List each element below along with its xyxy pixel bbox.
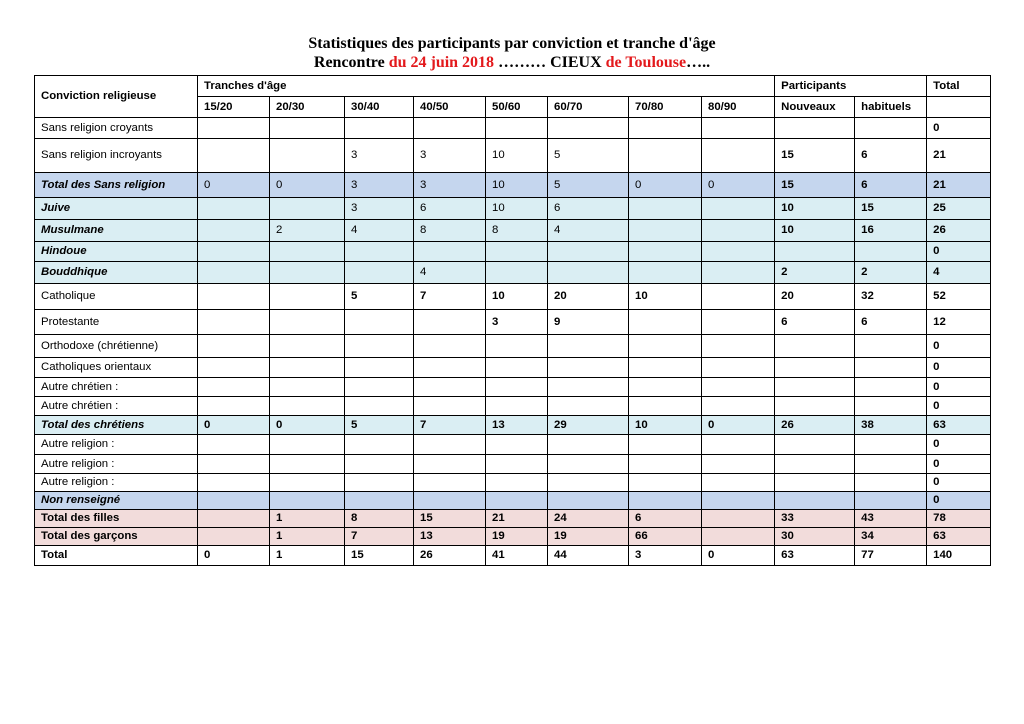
header-age-group: 30/40 bbox=[345, 97, 414, 118]
table-row bbox=[35, 435, 991, 455]
table-cell: 3 bbox=[345, 173, 414, 198]
table-cell bbox=[629, 474, 702, 492]
table-cell bbox=[270, 335, 345, 358]
table-cell: 34 bbox=[855, 528, 927, 546]
table-cell bbox=[414, 474, 486, 492]
table-cell: 44 bbox=[548, 546, 629, 566]
table-cell bbox=[414, 310, 486, 335]
table-row bbox=[35, 139, 991, 173]
table-cell: 0 bbox=[270, 416, 345, 435]
table-cell bbox=[414, 378, 486, 397]
table-row bbox=[35, 455, 991, 474]
table-cell bbox=[198, 220, 270, 242]
table-cell bbox=[345, 310, 414, 335]
row-label: Autre religion : bbox=[35, 455, 198, 474]
table-cell: 19 bbox=[548, 528, 629, 546]
header-row-1 bbox=[35, 76, 991, 97]
table-cell: 0 bbox=[702, 416, 775, 435]
header-conviction: Conviction religieuse bbox=[35, 76, 198, 118]
table-cell bbox=[414, 358, 486, 378]
table-cell bbox=[702, 528, 775, 546]
table-cell: 0 bbox=[927, 242, 991, 262]
row-label: Total des Sans religion bbox=[35, 173, 198, 198]
table-cell bbox=[702, 358, 775, 378]
table-cell bbox=[855, 474, 927, 492]
table-cell: 10 bbox=[775, 220, 855, 242]
table-cell: 16 bbox=[855, 220, 927, 242]
table-cell bbox=[198, 358, 270, 378]
table-cell bbox=[270, 198, 345, 220]
table-cell bbox=[345, 242, 414, 262]
table-cell bbox=[414, 492, 486, 510]
table-cell bbox=[775, 435, 855, 455]
table-cell bbox=[486, 455, 548, 474]
title-prefix: Rencontre bbox=[313, 54, 389, 71]
header-age-group: 15/20 bbox=[198, 97, 270, 118]
table-cell: 32 bbox=[855, 284, 927, 310]
table-cell: 1 bbox=[270, 546, 345, 566]
table-cell: 0 bbox=[927, 474, 991, 492]
table-cell bbox=[548, 358, 629, 378]
row-label: Catholiques orientaux bbox=[35, 358, 198, 378]
table-cell: 0 bbox=[198, 416, 270, 435]
table-cell bbox=[548, 455, 629, 474]
table-row bbox=[35, 220, 991, 242]
table-cell bbox=[486, 474, 548, 492]
table-cell bbox=[855, 242, 927, 262]
table-cell: 0 bbox=[927, 118, 991, 139]
table-cell bbox=[486, 118, 548, 139]
table-cell: 10 bbox=[629, 416, 702, 435]
table-cell bbox=[345, 455, 414, 474]
table-cell: 2 bbox=[855, 262, 927, 284]
table-cell: 6 bbox=[855, 310, 927, 335]
table-cell: 9 bbox=[548, 310, 629, 335]
table-cell bbox=[629, 139, 702, 173]
table-cell bbox=[855, 378, 927, 397]
table-cell: 26 bbox=[927, 220, 991, 242]
table-cell bbox=[270, 358, 345, 378]
table-cell bbox=[198, 262, 270, 284]
table-cell: 13 bbox=[486, 416, 548, 435]
table-cell bbox=[486, 397, 548, 416]
table-cell: 6 bbox=[548, 198, 629, 220]
table-cell bbox=[702, 378, 775, 397]
table-cell bbox=[702, 474, 775, 492]
table-cell: 6 bbox=[414, 198, 486, 220]
table-cell: 140 bbox=[927, 546, 991, 566]
row-label: Orthodoxe (chrétienne) bbox=[35, 335, 198, 358]
table-row bbox=[35, 546, 991, 566]
table-row bbox=[35, 378, 991, 397]
table-cell bbox=[702, 510, 775, 528]
table-cell: 10 bbox=[486, 139, 548, 173]
row-label: Non renseigné bbox=[35, 492, 198, 510]
table-cell: 6 bbox=[629, 510, 702, 528]
table-cell bbox=[345, 378, 414, 397]
table-cell: 0 bbox=[927, 492, 991, 510]
row-label: Juive bbox=[35, 198, 198, 220]
table-cell: 5 bbox=[548, 173, 629, 198]
table-cell: 5 bbox=[345, 284, 414, 310]
table-cell bbox=[198, 139, 270, 173]
table-cell bbox=[198, 455, 270, 474]
table-row bbox=[35, 284, 991, 310]
table-cell: 26 bbox=[775, 416, 855, 435]
table-cell: 15 bbox=[414, 510, 486, 528]
table-cell: 63 bbox=[927, 416, 991, 435]
table-cell bbox=[414, 435, 486, 455]
table-cell bbox=[629, 198, 702, 220]
table-cell bbox=[548, 262, 629, 284]
table-cell: 21 bbox=[486, 510, 548, 528]
table-cell bbox=[702, 335, 775, 358]
table-cell: 0 bbox=[927, 455, 991, 474]
table-cell: 4 bbox=[345, 220, 414, 242]
title-line-2 bbox=[0, 53, 1024, 72]
header-tranches: Tranches d'âge bbox=[198, 76, 775, 97]
table-row bbox=[35, 310, 991, 335]
table-cell: 7 bbox=[414, 284, 486, 310]
table-cell: 0 bbox=[198, 546, 270, 566]
table-cell: 2 bbox=[775, 262, 855, 284]
table-cell bbox=[270, 284, 345, 310]
table-cell bbox=[702, 455, 775, 474]
table-cell bbox=[270, 455, 345, 474]
table-cell: 4 bbox=[548, 220, 629, 242]
table-cell bbox=[414, 455, 486, 474]
table-cell bbox=[702, 118, 775, 139]
table-cell bbox=[198, 242, 270, 262]
table-cell bbox=[855, 358, 927, 378]
table-cell bbox=[345, 358, 414, 378]
table-cell bbox=[702, 242, 775, 262]
table-cell bbox=[629, 358, 702, 378]
table-cell bbox=[775, 474, 855, 492]
row-label: Total des filles bbox=[35, 510, 198, 528]
table-cell bbox=[198, 510, 270, 528]
table-cell: 15 bbox=[345, 546, 414, 566]
table-cell bbox=[345, 262, 414, 284]
table-cell: 15 bbox=[775, 139, 855, 173]
table-cell bbox=[548, 378, 629, 397]
table-cell bbox=[629, 242, 702, 262]
table-cell bbox=[198, 198, 270, 220]
table-cell bbox=[486, 242, 548, 262]
statistics-table bbox=[34, 75, 991, 566]
row-label: Musulmane bbox=[35, 220, 198, 242]
table-row bbox=[35, 416, 991, 435]
header-age-group: 70/80 bbox=[629, 97, 702, 118]
table-cell: 21 bbox=[927, 139, 991, 173]
row-label: Autre religion : bbox=[35, 474, 198, 492]
table-cell: 3 bbox=[486, 310, 548, 335]
document-title bbox=[0, 34, 1024, 72]
table-cell bbox=[414, 397, 486, 416]
table-cell bbox=[486, 378, 548, 397]
table-cell bbox=[548, 492, 629, 510]
table-cell: 1 bbox=[270, 510, 345, 528]
table-cell: 4 bbox=[927, 262, 991, 284]
title-middle: ……… CIEUX bbox=[494, 54, 606, 71]
table-cell bbox=[270, 492, 345, 510]
table-cell bbox=[702, 284, 775, 310]
table-row bbox=[35, 358, 991, 378]
table-cell: 4 bbox=[414, 262, 486, 284]
table-cell bbox=[702, 397, 775, 416]
header-age-group: 20/30 bbox=[270, 97, 345, 118]
table-cell bbox=[775, 397, 855, 416]
table-cell bbox=[775, 358, 855, 378]
table-cell: 33 bbox=[775, 510, 855, 528]
table-cell bbox=[486, 435, 548, 455]
table-cell bbox=[198, 435, 270, 455]
table-cell bbox=[548, 335, 629, 358]
table-cell bbox=[198, 118, 270, 139]
table-cell bbox=[270, 378, 345, 397]
table-cell bbox=[345, 492, 414, 510]
table-cell bbox=[855, 335, 927, 358]
table-cell bbox=[414, 335, 486, 358]
row-label: Total des garçons bbox=[35, 528, 198, 546]
table-cell bbox=[629, 335, 702, 358]
table-cell bbox=[548, 435, 629, 455]
table-cell bbox=[548, 118, 629, 139]
table-cell: 8 bbox=[345, 510, 414, 528]
table-cell bbox=[629, 118, 702, 139]
table-cell bbox=[702, 139, 775, 173]
table-row bbox=[35, 397, 991, 416]
table-cell bbox=[702, 198, 775, 220]
table-cell: 3 bbox=[345, 139, 414, 173]
table-cell: 13 bbox=[414, 528, 486, 546]
row-label: Sans religion incroyants bbox=[35, 139, 198, 173]
header-nouveaux: Nouveaux bbox=[775, 97, 855, 118]
table-cell bbox=[702, 435, 775, 455]
table-cell bbox=[198, 284, 270, 310]
table-cell bbox=[855, 118, 927, 139]
table-cell bbox=[629, 310, 702, 335]
table-cell: 7 bbox=[345, 528, 414, 546]
table-cell bbox=[198, 492, 270, 510]
table-cell: 3 bbox=[414, 139, 486, 173]
table-cell: 7 bbox=[414, 416, 486, 435]
table-cell: 77 bbox=[855, 546, 927, 566]
table-cell: 66 bbox=[629, 528, 702, 546]
table-cell: 6 bbox=[775, 310, 855, 335]
table-cell bbox=[414, 242, 486, 262]
table-cell bbox=[629, 397, 702, 416]
table-row bbox=[35, 335, 991, 358]
table-cell: 43 bbox=[855, 510, 927, 528]
table-cell: 15 bbox=[775, 173, 855, 198]
table-cell: 12 bbox=[927, 310, 991, 335]
table-cell: 20 bbox=[548, 284, 629, 310]
table-cell: 3 bbox=[414, 173, 486, 198]
table-cell bbox=[345, 397, 414, 416]
table-cell: 63 bbox=[927, 528, 991, 546]
title-suffix: ….. bbox=[686, 54, 711, 71]
table-row bbox=[35, 198, 991, 220]
table-cell: 10 bbox=[775, 198, 855, 220]
table-cell: 52 bbox=[927, 284, 991, 310]
table-cell bbox=[486, 492, 548, 510]
table-cell: 0 bbox=[927, 397, 991, 416]
table-cell bbox=[775, 492, 855, 510]
table-cell: 0 bbox=[702, 546, 775, 566]
row-label: Catholique bbox=[35, 284, 198, 310]
table-cell: 10 bbox=[486, 198, 548, 220]
table-cell: 6 bbox=[855, 139, 927, 173]
table-cell bbox=[198, 528, 270, 546]
header-age-group: 40/50 bbox=[414, 97, 486, 118]
table-cell: 5 bbox=[345, 416, 414, 435]
table-cell: 8 bbox=[486, 220, 548, 242]
table-row bbox=[35, 528, 991, 546]
table-cell: 78 bbox=[927, 510, 991, 528]
table-cell bbox=[855, 435, 927, 455]
table-cell: 0 bbox=[629, 173, 702, 198]
table-cell bbox=[345, 435, 414, 455]
table-cell bbox=[775, 378, 855, 397]
table-cell bbox=[270, 262, 345, 284]
table-cell bbox=[486, 335, 548, 358]
title-place: de Toulouse bbox=[605, 54, 687, 71]
table-cell: 0 bbox=[198, 173, 270, 198]
table-cell bbox=[270, 118, 345, 139]
table-cell bbox=[702, 492, 775, 510]
table-cell bbox=[855, 397, 927, 416]
table-cell bbox=[486, 262, 548, 284]
table-cell bbox=[270, 139, 345, 173]
header-total-empty bbox=[927, 97, 991, 118]
table-cell: 2 bbox=[270, 220, 345, 242]
table-cell bbox=[629, 220, 702, 242]
row-label: Autre religion : bbox=[35, 435, 198, 455]
row-label: Autre chrétien : bbox=[35, 397, 198, 416]
table-cell: 20 bbox=[775, 284, 855, 310]
table-row bbox=[35, 492, 991, 510]
table-cell bbox=[414, 118, 486, 139]
table-cell: 29 bbox=[548, 416, 629, 435]
table-cell bbox=[855, 455, 927, 474]
table-cell bbox=[629, 435, 702, 455]
header-age-group: 60/70 bbox=[548, 97, 629, 118]
table-cell: 1 bbox=[270, 528, 345, 546]
table-cell bbox=[775, 455, 855, 474]
table-cell: 30 bbox=[775, 528, 855, 546]
table-cell: 0 bbox=[927, 378, 991, 397]
table-row bbox=[35, 510, 991, 528]
row-label: Total des chrétiens bbox=[35, 416, 198, 435]
table-cell bbox=[270, 435, 345, 455]
table-cell bbox=[486, 358, 548, 378]
table-cell: 10 bbox=[629, 284, 702, 310]
table-row bbox=[35, 242, 991, 262]
table-cell bbox=[702, 310, 775, 335]
table-cell bbox=[345, 118, 414, 139]
table-cell: 0 bbox=[702, 173, 775, 198]
table-cell: 10 bbox=[486, 284, 548, 310]
table-cell: 0 bbox=[927, 435, 991, 455]
row-label: Total bbox=[35, 546, 198, 566]
table-cell bbox=[629, 455, 702, 474]
table-cell: 6 bbox=[855, 173, 927, 198]
table-row bbox=[35, 262, 991, 284]
table-cell bbox=[775, 335, 855, 358]
table-cell: 21 bbox=[927, 173, 991, 198]
table-cell bbox=[198, 335, 270, 358]
table-cell bbox=[629, 378, 702, 397]
table-cell: 8 bbox=[414, 220, 486, 242]
table-cell: 0 bbox=[927, 335, 991, 358]
table-cell: 19 bbox=[486, 528, 548, 546]
table-cell: 3 bbox=[345, 198, 414, 220]
table-cell bbox=[345, 335, 414, 358]
table-cell bbox=[855, 492, 927, 510]
table-cell bbox=[775, 118, 855, 139]
table-cell bbox=[629, 262, 702, 284]
table-cell: 15 bbox=[855, 198, 927, 220]
table-cell bbox=[270, 242, 345, 262]
title-date: du 24 juin 2018 bbox=[388, 54, 495, 71]
table-cell bbox=[270, 310, 345, 335]
table-cell bbox=[775, 242, 855, 262]
row-label: Sans religion croyants bbox=[35, 118, 198, 139]
table-cell: 3 bbox=[629, 546, 702, 566]
table-cell: 25 bbox=[927, 198, 991, 220]
row-label: Hindoue bbox=[35, 242, 198, 262]
table-cell bbox=[548, 474, 629, 492]
table-cell bbox=[345, 474, 414, 492]
row-label: Protestante bbox=[35, 310, 198, 335]
table-cell: 0 bbox=[927, 358, 991, 378]
row-label: Autre chrétien : bbox=[35, 378, 198, 397]
table-cell bbox=[198, 378, 270, 397]
table-cell bbox=[548, 242, 629, 262]
table-cell bbox=[198, 474, 270, 492]
title-line-1: Statistiques des participants par conviction et tranche d'âge bbox=[308, 35, 716, 52]
row-label: Bouddhique bbox=[35, 262, 198, 284]
table-cell: 63 bbox=[775, 546, 855, 566]
header-age-group: 50/60 bbox=[486, 97, 548, 118]
table-row bbox=[35, 118, 991, 139]
table-cell: 0 bbox=[270, 173, 345, 198]
header-habituels: habituels bbox=[855, 97, 927, 118]
table-cell: 26 bbox=[414, 546, 486, 566]
table-cell bbox=[198, 397, 270, 416]
table-cell bbox=[548, 397, 629, 416]
table-cell: 5 bbox=[548, 139, 629, 173]
table-cell bbox=[270, 397, 345, 416]
table-cell: 24 bbox=[548, 510, 629, 528]
header-age-group: 80/90 bbox=[702, 97, 775, 118]
header-total: Total bbox=[927, 76, 991, 97]
header-participants: Participants bbox=[775, 76, 927, 97]
table-cell bbox=[702, 262, 775, 284]
table-cell bbox=[629, 492, 702, 510]
table-cell bbox=[198, 310, 270, 335]
table-cell bbox=[270, 474, 345, 492]
table-cell bbox=[702, 220, 775, 242]
table-row bbox=[35, 173, 991, 198]
table-cell: 41 bbox=[486, 546, 548, 566]
table-row bbox=[35, 474, 991, 492]
table-cell: 38 bbox=[855, 416, 927, 435]
table-cell: 10 bbox=[486, 173, 548, 198]
